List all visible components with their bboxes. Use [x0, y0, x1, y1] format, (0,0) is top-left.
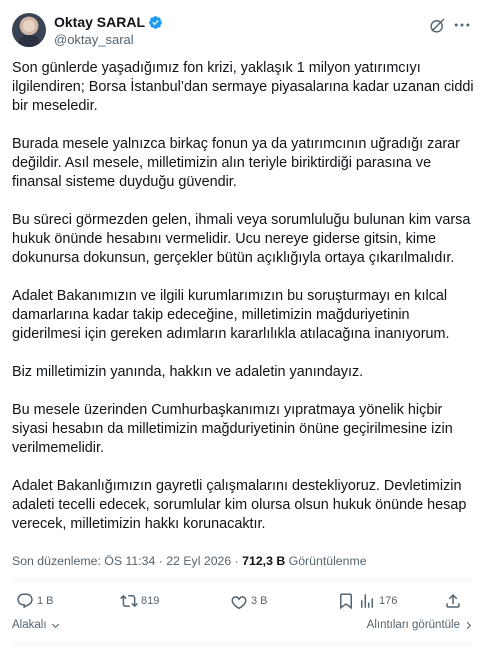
share-icon — [444, 592, 462, 610]
repost-icon — [120, 592, 138, 610]
repost-count: 819 — [141, 595, 160, 607]
analytics-count: 176 — [379, 595, 398, 607]
action-bar — [12, 588, 474, 616]
author-name-row — [54, 14, 163, 31]
tweet-paragraph: Bu süreci görmezden gelen, ihmali veya sorumluluğu bulunan kim varsa hukuk önünde hesabını vermelidir. Ucu nereye giderse gitsin, kime dokunursa dokunsun, gerçekler bütün açıklığıyla ortaya çıkarılmalıdır. — [12, 212, 471, 266]
grok-icon[interactable] — [428, 16, 447, 35]
tweet-header — [0, 0, 483, 58]
tweet-paragraph: Adalet Bakanlığımızın gayretli çalışmalarını destekliyoruz. Devletimizin adaleti tecelli edecek, sorumlular kim olursa olsun hukuk önünde hesap verecek, milletimizin hakkı korunacaktır. — [12, 478, 467, 532]
tweet-paragraph: Biz milletimizin yanında, hakkın ve adaletin yanındayız. — [12, 364, 364, 380]
chevron-down-icon — [50, 620, 61, 631]
reply-icon — [16, 592, 34, 610]
tweet-footer — [12, 617, 474, 637]
related-toggle[interactable] — [12, 619, 61, 631]
related-label: Alakalı — [12, 619, 47, 631]
more-options-icon[interactable] — [452, 15, 472, 35]
view-quotes-label: Alıntıları görüntüle — [366, 619, 460, 631]
divider — [12, 580, 474, 581]
bookmark-icon — [337, 592, 355, 610]
like-button[interactable] — [230, 592, 268, 610]
tweet-paragraph: Son günlerde yaşadığımız fon krizi, yaklaşık 1 milyon yatırımcıyı ilgilendiren; Borsa İstanbul’dan sermaye piyasalarına kadar uzanan ciddi bir meseledir. — [12, 60, 474, 114]
tweet-paragraph: Bu mesele üzerinden Cumhurbaşkanımızı yıpratmaya yönelik hiçbir siyasi hesabın da milletimizin mağduriyetinin önüne geçirilmesine izin verilmemelidir. — [12, 402, 453, 456]
like-count: 3 B — [251, 595, 268, 607]
view-quotes-link[interactable] — [367, 619, 474, 631]
tweet-meta — [12, 553, 367, 569]
tweet-text — [12, 59, 474, 534]
share-button[interactable] — [444, 592, 462, 610]
heart-icon — [230, 592, 248, 610]
author-display-name[interactable]: Oktay SARAL — [54, 14, 146, 30]
reply-count: 1 B — [37, 595, 54, 607]
views-label: Görüntülenme — [288, 554, 367, 568]
tweet-paragraph: Adalet Bakanımızın ve ilgili kurumlarımızın bu soruşturmayı en kılcal damarlarına kadar takip edeceğine, milletimizin mağduriyetinin giderilmesi için gereken adımların kararlılıkla atılacağına inanıyorum. — [12, 288, 450, 342]
analytics-icon — [358, 592, 376, 610]
views-stat[interactable] — [358, 592, 397, 610]
divider — [12, 643, 474, 644]
author-info[interactable] — [54, 14, 163, 48]
reply-button[interactable] — [16, 592, 54, 610]
author-handle[interactable]: @oktay_saral — [54, 32, 134, 47]
verified-badge-icon — [148, 15, 163, 30]
repost-button[interactable] — [120, 592, 159, 610]
bookmark-button[interactable] — [337, 592, 355, 610]
chevron-right-icon — [463, 620, 474, 631]
avatar[interactable] — [12, 13, 46, 47]
views-count: 712,3 B — [242, 554, 286, 568]
tweet-paragraph: Burada mesele yalnızca birkaç fonun ya da yatırımcının uğradığı zarar değildir. Asıl mesele, milletimizin alın teriyle biriktirdiği parasına ve finansal sisteme duyduğu güvendir. — [12, 136, 460, 190]
edited-timestamp[interactable]: Son düzenleme: ÖS 11:34 · 22 Eyl 2026 · — [12, 554, 239, 568]
